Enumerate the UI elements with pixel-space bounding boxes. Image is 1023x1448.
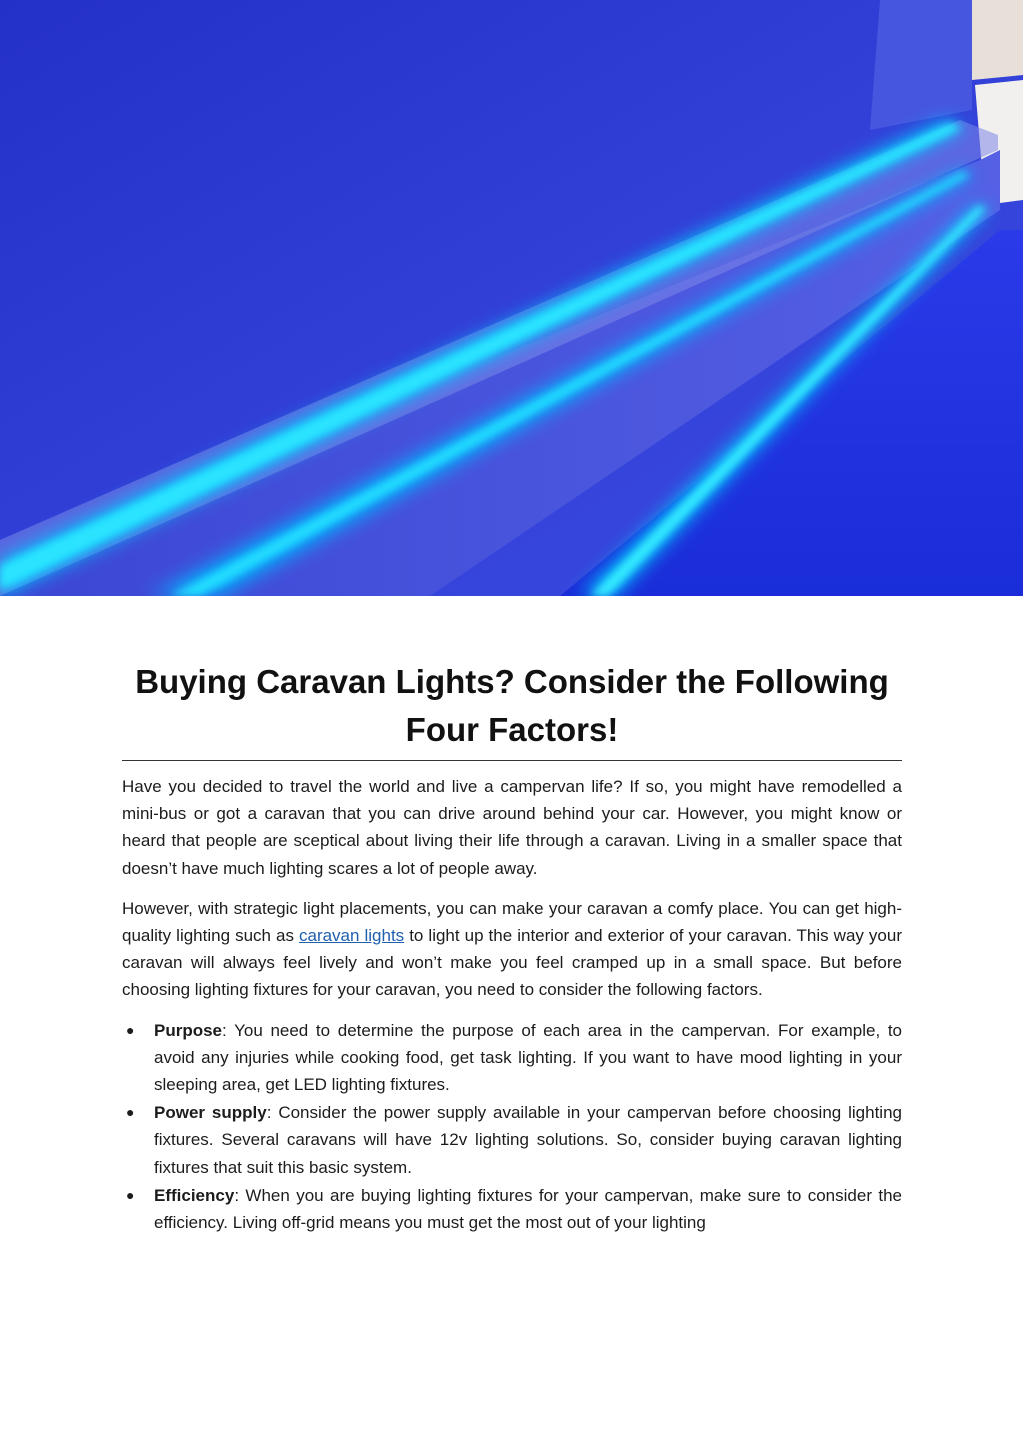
background-people-area bbox=[972, 0, 1023, 80]
bullet-icon: ● bbox=[126, 1104, 135, 1121]
article-title: Buying Caravan Lights? Consider the Following Four Factors! bbox=[135, 663, 889, 748]
factor-term: Efficiency bbox=[154, 1185, 235, 1205]
led-lighting-photo bbox=[0, 0, 1023, 596]
factor-text: : When you are buying lighting fixtures for your campervan, make sure to consider the efficiency. Living off-grid means you must get the most out of your lighting bbox=[154, 1185, 902, 1233]
paragraph-strategy bbox=[122, 895, 902, 1004]
title-divider bbox=[122, 760, 902, 761]
article bbox=[122, 658, 902, 1237]
factor-text: : You need to determine the purpose of each area in the campervan. For example, to avoid any injuries while cooking food, get task lighting. If you want to have mood lighting in your sleeping area, get LED lighting fixtures. bbox=[154, 1020, 902, 1095]
hero-image bbox=[0, 0, 1023, 596]
bullet-icon: ● bbox=[126, 1021, 135, 1038]
paragraph-strategy-start: However, with strategic light placements, you can make your caravan a comfy place. You can get high-quality lighting such as bbox=[122, 898, 902, 946]
factor-term: Purpose bbox=[154, 1020, 223, 1040]
factor-text: : Consider the power supply available in your campervan before choosing lighting fixtures. Several caravans will have 12v lighting solutions. So, consider buying caravan lighting fixtures that suit this basic system. bbox=[154, 1103, 902, 1177]
display-panel bbox=[870, 0, 972, 130]
factors-list bbox=[122, 1017, 902, 1237]
paragraph-intro: Have you decided to travel the world and live a campervan life? If so, you might have remodelled a mini-bus or got a caravan that you can drive around behind your car. However, you might know or heard that people are sceptical about living their life through a caravan. Living in a smaller space that doesn’t have much lighting scares a lot of people away. bbox=[122, 777, 902, 878]
factor-term: Power supply bbox=[154, 1103, 267, 1123]
paragraph-strategy-end: to light up the interior and exterior of your caravan. This way your caravan will always feel lively and won’t make you feel cramped up in a small space. But before choosing lighting fixtures for your caravan, you need to consider the following factors. bbox=[122, 926, 902, 1000]
list-item bbox=[122, 1099, 902, 1181]
caravan-lights-link[interactable]: caravan lights bbox=[298, 926, 405, 946]
list-item bbox=[122, 1182, 902, 1236]
list-item bbox=[122, 1017, 902, 1099]
bullet-icon: ● bbox=[126, 1186, 135, 1203]
